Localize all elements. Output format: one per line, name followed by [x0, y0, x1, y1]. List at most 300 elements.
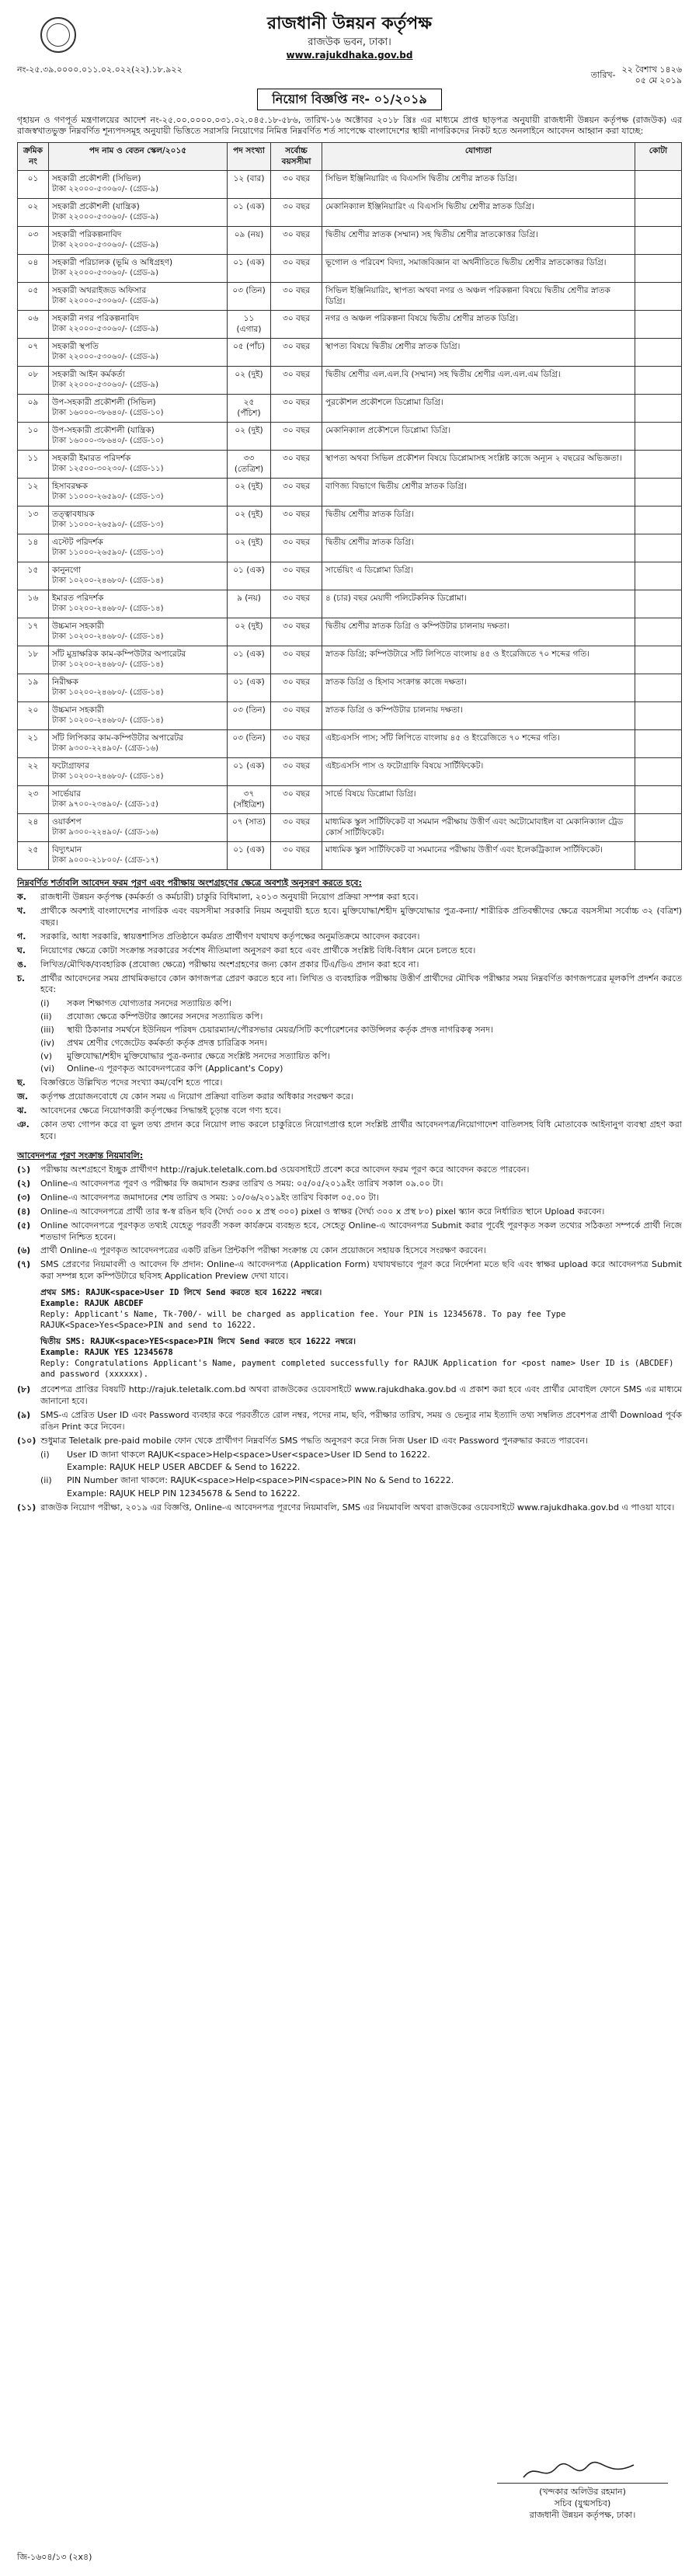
list-item [17, 959, 682, 971]
item-text: User ID জানা থাকলে RAJUK<space>Help<space>User<space>User ID Send to 16222. [67, 1449, 430, 1460]
cell-age: ৩০ বছর [271, 729, 322, 757]
cell-qualification: সার্ভেয়িং এ ডিপ্লোমা ডিগ্রি। [322, 562, 635, 590]
cell-count: ০১ (এক) [228, 757, 271, 785]
cell-serial: ১৫ [18, 562, 49, 590]
cell-post [49, 282, 228, 310]
signatory-title: সচিব (যুগ্মসচিব) [554, 2498, 611, 2509]
table-row [18, 226, 682, 254]
cell-age: ৩০ বছর [271, 366, 322, 394]
cell-qualification: এইচএসসি পাস; সাঁট লিপিতে বাংলায় ৪৫ ও ইংরেজিতে ৭০ শব্দের গতি। [322, 729, 635, 757]
pay-scale: টাকা ১১০০০-২৬৫৯০/- (গ্রেড-১৩) [52, 520, 164, 529]
table-row [18, 534, 682, 562]
notice-title: নিয়োগ বিজ্ঞপ্তি নং- ০১/২০১৯ [257, 89, 442, 110]
cell-age: ৩০ বছর [271, 170, 322, 198]
cell-serial: ১৮ [18, 646, 49, 674]
cell-quota [635, 282, 682, 310]
list-item [40, 1450, 682, 1461]
post-name: সহকারী পরিচালক (ভূমি ও অধিগ্রহণ) [52, 257, 173, 267]
cell-serial: ২৫ [18, 841, 49, 869]
sms-first-example: Example: RAJUK ABCDEF [40, 1299, 144, 1309]
cell-quota [635, 618, 682, 646]
table-row [18, 841, 682, 869]
signature-block [497, 2457, 668, 2522]
cell-post [49, 618, 228, 646]
pay-scale: টাকা ১১০০০-২৬৫৯০/- (গ্রেড-১৩) [52, 492, 164, 501]
cell-qualification: স্নাতক ডিগ্রি ও হিসাব সংক্রান্ত কাজে দক্ষতা। [322, 674, 635, 701]
table-row [18, 282, 682, 310]
signatory-name: (খন্দকার অলিউর রহমান) [539, 2487, 626, 2498]
cell-age: ৩০ বছর [271, 338, 322, 366]
item-number: ঝ. [17, 1105, 27, 1116]
cell-age: ৩০ বছর [271, 506, 322, 534]
sms-second-example: Example: RAJUK YES 12345678 [40, 1347, 173, 1357]
item-text: প্রার্থীর আবেদনের সময় প্রাথমিকভাবে কোন কাগজপত্র প্রেরণ করতে হবে না। লিখিত ও ব্যবহারিক পরীক্ষায় উত্তীর্ণ প্রার্থীদের মৌখিক পরীক্ষার সময় নিম্নবর্ণিত কাগজপত্রের মূলকপি প্রদর্শন করতে হবে: [40, 973, 682, 995]
table-row [18, 198, 682, 226]
cell-post [49, 562, 228, 590]
cell-age: ৩০ বছর [271, 226, 322, 254]
cell-age: ৩০ বছর [271, 198, 322, 226]
pay-scale: টাকা ১০২০০-২৪৬৮০/- (গ্রেড-১৪) [52, 688, 164, 697]
cell-qualification: দ্বিতীয় শ্রেণীর স্নাতক ডিগ্রি ও কম্পিউটার চালনায় দক্ষতা। [322, 618, 635, 646]
item-number: (vi) [40, 1063, 55, 1074]
list-item [40, 1475, 682, 1487]
cell-age: ৩০ বছর [271, 785, 322, 813]
cell-age: ৩০ বছর [271, 422, 322, 450]
cell-serial: ০৭ [18, 338, 49, 366]
col-age: সর্বোচ্চ বয়সসীমা [271, 143, 322, 170]
item-text: সকল শিক্ষাগত যোগ্যতার সনদের সত্যায়িত কপি। [67, 998, 231, 1009]
cell-quota [635, 254, 682, 282]
list-item [17, 1384, 682, 1408]
cell-post [49, 198, 228, 226]
posts-table-body [18, 170, 682, 869]
list-item [17, 1164, 682, 1176]
conditions-section [17, 878, 682, 1143]
cell-age: ৩০ বছর [271, 646, 322, 674]
col-quota: কোটা [635, 143, 682, 170]
pay-scale: টাকা ২২০০০-৫৩০৬০/- (গ্রেড-৯) [52, 380, 159, 389]
list-item [17, 1178, 682, 1190]
item-text: Example: RAJUK HELP PIN 12345678 & Send to 16222. [67, 1488, 301, 1499]
cell-count: ০১ (এক) [228, 254, 271, 282]
item-number: (৮) [17, 1384, 31, 1395]
cell-quota [635, 366, 682, 394]
pay-scale: টাকা ২২০০০-৫৩০৬০/- (গ্রেড-৯) [52, 268, 159, 277]
pay-scale: টাকা ১০২০০-২৪৬৮০/- (গ্রেড-১৪) [52, 660, 164, 669]
cell-quota [635, 729, 682, 757]
item-text: শুধুমাত্র Teletalk pre-paid mobile ফোন থেকে প্রার্থীগণ নিম্নবর্ণিত SMS পদ্ধতি অনুসরণ করে নিজ নিজ User ID এবং Password পুনরুদ্ধার করতে পারবেন। [40, 1435, 588, 1446]
cell-serial: ২০ [18, 701, 49, 729]
item-text: প্রবেশপত্র প্রাপ্তির বিষয়টি http://rajuk.teletalk.com.bd অথবা রাজউকের ওয়েবসাইটে www.rajukdhaka.gov.bd এ প্রকাশ করা হবে এবং প্রার্থীর মোবাইল ফোনে SMS এর মাধ্যমে জানানো হবে। [40, 1384, 682, 1407]
table-header-row [18, 143, 682, 170]
list-item [17, 1259, 682, 1283]
list-item [17, 1105, 682, 1117]
pay-scale: টাকা ১৬০০০-৩৮৬৪০/- (গ্রেড-১০) [52, 408, 164, 417]
list-item [17, 1245, 682, 1257]
cell-count: ০১ (এক) [228, 646, 271, 674]
cell-age: ৩০ বছর [271, 813, 322, 841]
cell-serial: ২১ [18, 729, 49, 757]
cell-age: ৩০ বছর [271, 757, 322, 785]
cell-post [49, 478, 228, 506]
list-item [17, 973, 682, 997]
item-number: (৩) [17, 1192, 31, 1203]
reference-number: নং-২৫.৩৯.০০০০.০১১.০২.০২২(২২).১৮.৯২২ [17, 64, 183, 75]
list-item [17, 931, 682, 943]
cell-qualification: সিভিল ইঞ্জিনিয়ারিং, স্থাপত্য অথবা নগর ও অঞ্চল পরিকল্পনা বিষয়ে দ্বিতীয় শ্রেণীর স্নাতক ডিগ্রি। [322, 282, 635, 310]
date-label: তারিখ- [590, 69, 616, 80]
posts-table [17, 142, 682, 869]
cell-quota [635, 562, 682, 590]
table-row [18, 506, 682, 534]
post-name: সহকারী আইন কর্মকর্তা [52, 369, 125, 379]
item-text: স্থায়ী ঠিকানার সমর্থনে ইউনিয়ন পরিষদ চেয়ারম্যান/পৌরসভার মেয়র/সিটি কর্পোরেশনের কাউন্সিলর কর্তৃক প্রদত্ত নাগরিকত্ব সনদ। [67, 1024, 493, 1035]
sms-second-reply: Reply: Congratulations Applicant's Name, payment completed successfully for RAJUK Application for <post name> User ID is (ABCDEF) and password (xxxxxx). [40, 1358, 674, 1380]
cell-post [49, 729, 228, 757]
cell-post [49, 254, 228, 282]
date-english: ০৫ মে ২০১৯ [635, 75, 682, 86]
cell-age: ৩০ বছর [271, 618, 322, 646]
item-number [40, 1488, 62, 1500]
col-serial: ক্রমিক নং [18, 143, 49, 170]
cell-qualification: সার্ভে বিষয়ে ডিপ্লোমা ডিগ্রি। [322, 785, 635, 813]
item-number: (v) [40, 1050, 53, 1061]
item-text: Online আবেদনপত্রে পূরণকৃত তথ্যই যেহেতু পরবর্তী সকল কার্যক্রমে ব্যবহৃত হবে, সেহেতু Online-এ আবেদনপত্র Submit করার পূর্বেই পূরণকৃত সকল তথ্যের সঠিকতা সম্পর্কে প্রার্থী নিজে শতভাগ নিশ্চিত হবেন। [40, 1220, 682, 1242]
cell-quota [635, 785, 682, 813]
org-name: রাজধানী উন্নয়ন কর্তৃপক্ষ [266, 14, 433, 33]
pay-scale: টাকা ১১০০০-২৬৫৯০/- (গ্রেড-১৩) [52, 548, 164, 557]
list-item [40, 998, 682, 1010]
sms-instructions [40, 1287, 682, 1380]
sms-first-reply: Reply: Applicant's Name, Tk-700/- will be charged as application fee. Your PIN is 12345678. To pay fee Type RAJUK<Space>Yes<Space>PIN and send to 16222. [40, 1310, 566, 1331]
item-number: জ. [17, 1091, 29, 1102]
table-row [18, 813, 682, 841]
cell-quota [635, 841, 682, 869]
col-post: পদ নাম ও বেতন স্কেল/২০১৫ [49, 143, 228, 170]
pay-scale: টাকা ১০২০০-২৪৬৮০/- (গ্রেড-১৪) [52, 632, 164, 641]
cell-qualification: মাধ্যমিক স্কুল সার্টিফিকেট বা সমমান পরীক্ষায় উত্তীর্ণ এবং অটোমোবাইল বা মেকানিক্যাল ট্রেড কোর্স সার্টিফিকেট। [322, 813, 635, 841]
cell-quota [635, 506, 682, 534]
post-name: সহকারী ইমারত পরিদর্শক [52, 453, 131, 463]
post-name: সহকারী পরিকল্পনাবিদ [52, 229, 122, 239]
cell-qualification: স্থাপত্য বিষয়ে দ্বিতীয় শ্রেণীর স্নাতক ডিগ্রি। [322, 338, 635, 366]
cell-post [49, 170, 228, 198]
item-number: (৫) [17, 1220, 31, 1231]
cell-count: ৩৩ (তেত্রিশ) [228, 450, 271, 478]
conditions-title: নিম্নবর্ণিত শর্তাবলি আবেদন ফরম পূরণ এবং পরীক্ষায় অংশগ্রহণের ক্ষেত্রে অবশ্যই অনুসরণ করতে হবে: [17, 877, 362, 888]
table-row [18, 450, 682, 478]
cell-serial: ০৬ [18, 310, 49, 338]
cell-count: ০১ (এক) [228, 674, 271, 701]
cell-count: ০২ (দুই) [228, 422, 271, 450]
pay-scale: টাকা ১০২০০-২৪৬৮০/- (গ্রেড-১৪) [52, 715, 164, 725]
cell-count: ০২ (দুই) [228, 618, 271, 646]
table-row [18, 170, 682, 198]
cell-qualification: এইচএসসি পাস ও ফটোগ্রাফি বিষয়ে সার্টিফিকেট। [322, 757, 635, 785]
cell-count: ৯ (নয়) [228, 590, 271, 618]
cell-qualification: বাণিজ্য বিভাগে দ্বিতীয় শ্রেণীর স্নাতক ডিগ্রি। [322, 478, 635, 506]
list-item [40, 1051, 682, 1063]
cell-quota [635, 590, 682, 618]
table-row [18, 729, 682, 757]
list-item [17, 1502, 682, 1514]
item-number [40, 1462, 62, 1474]
list-item [17, 1192, 682, 1204]
cell-qualification: ৪ (চার) বছর মেয়াদী পলিটেকনিক ডিপ্লোমা। [322, 590, 635, 618]
table-row [18, 562, 682, 590]
list-item [17, 1119, 682, 1143]
pay-scale: টাকা ৯৩০০-২২৪৯০/- (গ্রেড-১৬) [52, 827, 158, 837]
table-row [18, 310, 682, 338]
post-name: সহকারী প্রকৌশলী (যান্ত্রিক) [52, 201, 140, 211]
pay-scale: টাকা ১৬০০০-৩৮৬৪০/- (গ্রেড-১০) [52, 436, 164, 445]
cell-serial: ০৪ [18, 254, 49, 282]
item-number: (iii) [40, 1024, 54, 1035]
pay-scale: টাকা ২২০০০-৫৩০৬০/- (গ্রেড-৯) [52, 240, 159, 249]
item-number: ক. [17, 892, 26, 903]
item-text: প্রথম শ্রেণীর গেজেটেড কর্মকর্তা কর্তৃক প্রদত্ত চারিত্রিক সনদ। [67, 1037, 267, 1048]
cell-age: ৩০ বছর [271, 534, 322, 562]
item-number: (৬) [17, 1245, 31, 1256]
post-name: এস্টেট পরিদর্শক [52, 537, 103, 547]
list-item [17, 1436, 682, 1447]
pay-scale: টাকা ৯০০০-২১৮০০/- (গ্রেড-১৭) [52, 855, 158, 865]
post-name: কানুনগো [52, 565, 82, 575]
item-text: রাজধানী উন্নয়ন কর্তৃপক্ষ (কর্মকর্তা ও কর্মচারী) চাকুরি বিধিমালা, ২০১৩ অনুযায়ী নিয়োগ প্রক্রিয়া সম্পন্ন করা হবে। [40, 892, 419, 903]
pay-scale: টাকা ৯৩০০-২২৪৯০/- (গ্রেড-১৬) [52, 743, 158, 753]
cell-post [49, 757, 228, 785]
cell-serial: ১০ [18, 422, 49, 450]
cell-post [49, 310, 228, 338]
post-name: তত্ত্বাবধায়ক [52, 509, 95, 519]
cell-serial: ২৩ [18, 785, 49, 813]
post-name: উপ-সহকারী প্রকৌশলী (সিভিল) [52, 397, 156, 407]
item-number: (ii) [40, 1011, 52, 1022]
post-name: সাঁট মুদ্রাক্ষরিক কাম-কম্পিউটার অপারেটর [52, 649, 186, 659]
cell-post [49, 366, 228, 394]
cell-quota [635, 198, 682, 226]
list-item [17, 1091, 682, 1103]
cell-age: ৩০ বছর [271, 478, 322, 506]
post-name: ওয়ার্কশপ [52, 816, 82, 827]
cell-count: ০৫ (পাঁচ) [228, 338, 271, 366]
pay-scale: টাকা ১২৫০০-৩০২৩০/- (গ্রেড-১১) [52, 464, 164, 473]
table-row [18, 338, 682, 366]
table-row [18, 478, 682, 506]
cell-count: ১১ (এগার) [228, 310, 271, 338]
cell-age: ৩০ বছর [271, 282, 322, 310]
post-name: সার্ভেয়ার [52, 788, 82, 799]
cell-post [49, 646, 228, 674]
post-name: নিরীক্ষক [52, 677, 78, 687]
cell-age: ৩০ বছর [271, 562, 322, 590]
list-item [17, 906, 682, 929]
post-name: সাঁট লিপিকার কাম-কম্পিউটার অপারেটর [52, 733, 183, 743]
cell-quota [635, 478, 682, 506]
item-text: SMS-এ প্রেরিত User ID এবং Password ব্যবহার করে পরবর্তীতে রোল নম্বর, পদের নাম, ছবি, পরীক্ষার তারিখ, সময় ও ভেন্যুর নাম ইত্যাদি তথ্য সম্বলিত প্রবেশপত্র প্রার্থী Download পূর্বক রঙিন Print করে নিবেন। [40, 1410, 682, 1432]
list-item [40, 1025, 682, 1036]
cell-qualification: সিভিল ইঞ্জিনিয়ারিং এ বিএসসি দ্বিতীয় শ্রেণীর স্নাতক ডিগ্রি। [322, 170, 635, 198]
table-row [18, 674, 682, 701]
cell-count: ০২ (দুই) [228, 534, 271, 562]
pay-scale: টাকা ১০২০০-২৪৬৮০/- (গ্রেড-১৪) [52, 576, 164, 585]
list-item [17, 1220, 682, 1244]
cell-serial: ০৩ [18, 226, 49, 254]
cell-qualification: স্নাতক ডিগ্রি ও কম্পিউটার চালনায় দক্ষতা। [322, 701, 635, 729]
cell-quota [635, 813, 682, 841]
table-row [18, 422, 682, 450]
post-name: ফটোগ্রাফার [52, 761, 90, 771]
post-name: উচ্চমান সহকারী [52, 621, 104, 631]
org-address: রাজউক ভবন, ঢাকা। [308, 36, 391, 48]
item-number: (৯) [17, 1410, 31, 1420]
cell-quota [635, 646, 682, 674]
cell-post [49, 450, 228, 478]
item-text: প্রার্থীকে অবশ্যই বাংলাদেশের নাগরিক এবং বয়সসীমা সরকারি নিয়ম অনুযায়ী হতে হবে। মুক্তিযোদ্ধা/শহীদ মুক্তিযোদ্ধার পুত্র-কন্যা/ শারীরিক প্রতিবন্ধীদের ক্ষেত্রে বয়সসীমা সর্বোচ্চ ৩২ (বত্রিশ) বছর। [40, 906, 682, 928]
cell-serial: ১৭ [18, 618, 49, 646]
post-name: সহকারী অথরাইজড অফিসার [52, 285, 147, 295]
item-text: কোন তথ্য গোপন করে বা ভুল তথ্য প্রদান করে নিয়োগ লাভ করলে চাকুরিতে নিয়োগপ্রাপ্ত হলে সংশ্লিষ্ট প্রার্থীর আবেদনপত্র/নিয়োগাদেশ বাতিলসহ বিধি মোতাবেক আইনানুগ ব্যবস্থা গ্রহণ করা হবে। [40, 1119, 682, 1141]
cell-serial: ২৪ [18, 813, 49, 841]
table-row [18, 394, 682, 422]
list-item [17, 1206, 682, 1218]
reference-row [17, 64, 682, 86]
post-name: সহকারী স্থপতি [52, 341, 99, 351]
pay-scale: টাকা ২২০০০-৫৩০৬০/- (গ্রেড-৯) [52, 296, 159, 305]
item-text: রাজউক নিয়োগ পরীক্ষা, ২০১৯ এর বিজ্ঞপ্তি, Online-এ আবেদনপত্র পূরণের নিয়মাবলি, SMS এর নিয়মাবলি অথবা রাজউকের ওয়েবসাইটে www.rajukdhaka.gov.bd এ পাওয়া যাবে। [40, 1502, 675, 1513]
item-number: (২) [17, 1178, 31, 1189]
item-number: (ii) [40, 1475, 52, 1486]
cell-serial: ০২ [18, 198, 49, 226]
cell-count: ০১ (এক) [228, 562, 271, 590]
cell-qualification: ভূগোল ও পরিবেশ বিদ্যা, সমাজবিজ্ঞান বা অর্থনীতিতে দ্বিতীয় শ্রেণীর স্নাতকোত্তর ডিগ্রি। [322, 254, 635, 282]
item-text: Online-এ আবেদনপত্র পূরণ ও পরীক্ষার ফি জমাদান শুরুর তারিখ ও সময়: ০৫/০৫/২০১৯ইং তারিখ সকাল ০৯.০০ টা। [40, 1178, 443, 1189]
cell-serial: ১৬ [18, 590, 49, 618]
list-item [17, 1410, 682, 1433]
list-item [40, 1011, 682, 1023]
cell-quota [635, 674, 682, 701]
cell-post [49, 534, 228, 562]
cell-count: ০১ (এক) [228, 841, 271, 869]
print-code: জি-১৬০৪/১৩ (২x৪) [17, 2552, 92, 2563]
cell-post [49, 841, 228, 869]
table-row [18, 590, 682, 618]
post-name: সহকারী প্রকৌশলী (সিভিল) [52, 173, 141, 183]
item-number: ঘ. [17, 945, 26, 956]
item-number: (১) [17, 1164, 31, 1175]
cell-age: ৩০ বছর [271, 674, 322, 701]
cell-count: ০৭ (সাত) [228, 813, 271, 841]
item-text: Online-এ আবেদনপত্রে প্রার্থী তার স্ব-স্ব রঙিন ছবি (দৈর্ঘ্য ৩০০ x প্রস্থ ৩০০) pixel ও স্বাক্ষর (দৈর্ঘ্য ৩০০ x প্রস্থ ৮০) pixel স্ক্যান করে নির্ধারিত স্থানে Upload করবেন। [40, 1206, 605, 1217]
item-number: (১১) [17, 1502, 37, 1513]
cell-age: ৩০ বছর [271, 254, 322, 282]
cell-post [49, 506, 228, 534]
item-number: ঞ. [17, 1119, 30, 1130]
item-number: গ. [17, 931, 26, 942]
cell-age: ৩০ বছর [271, 841, 322, 869]
list-item [40, 1488, 682, 1500]
cell-serial: ০১ [18, 170, 49, 198]
cell-serial: ১২ [18, 478, 49, 506]
cell-qualification: পুরকৌশল প্রকৌশলে ডিপ্লোমা ডিগ্রি। [322, 394, 635, 422]
cell-post [49, 394, 228, 422]
cell-age: ৩০ বছর [271, 701, 322, 729]
list-item [40, 1038, 682, 1050]
table-row [18, 366, 682, 394]
cell-qualification: দ্বিতীয় শ্রেণীর এল.এল.বি (সম্মান) সহ দ্বিতীয় শ্রেণীর এল.এল.এম ডিগ্রি। [322, 366, 635, 394]
pay-scale: টাকা ২২০০০-৫৩০৬০/- (গ্রেড-৯) [52, 184, 159, 193]
item-text: Example: RAJUK HELP USER ABCDEF & Send to 16222. [67, 1462, 301, 1473]
cell-count: ০২ (দুই) [228, 478, 271, 506]
cell-post [49, 785, 228, 813]
cell-count: ০৩ (তিন) [228, 701, 271, 729]
cell-count: ০৩ (তিন) [228, 282, 271, 310]
cell-post [49, 701, 228, 729]
cell-quota [635, 394, 682, 422]
item-text: মুক্তিযোদ্ধা/শহীদ মুক্তিযোদ্ধার পুত্র-কন্যার ক্ষেত্রে সংশ্লিষ্ট সনদের সত্যায়িত কপি। [67, 1050, 330, 1061]
item-number: (৭) [17, 1259, 31, 1270]
cell-count: ৩৭ (সাঁইত্রিশ) [228, 785, 271, 813]
item-number: ঙ. [17, 959, 27, 969]
item-text: কর্তৃপক্ষ প্রয়োজনবোধে যে কোন সময় এ নিয়োগ প্রক্রিয়া বাতিল করার অধিকার সংরক্ষণ করে। [40, 1091, 353, 1102]
letterhead [17, 12, 682, 86]
date-bengali: ২২ বৈশাখ ১৪২৬ [621, 64, 682, 75]
cell-count: ১২ (বার) [228, 170, 271, 198]
item-text: SMS প্রেরণের নিয়মাবলী ও আবেদন ফি প্রদান: Online-এ আবেদনপত্র (Application Form) যথাযথভাবে পূরণ করে নির্দেশনা মতে ছবি এবং স্বাক্ষর upload করে আবেদনপত্র Submit করা সম্পন্ন হলে কম্পিউটারে ছবিসহ Application Preview দেখা যাবে। [40, 1259, 682, 1282]
pay-scale: টাকা ২২০০০-৫৩০৬০/- (গ্রেড-৯) [52, 352, 159, 361]
cell-qualification: মেকানিক্যাল প্রকৌশলে ডিপ্লোমা ডিগ্রি। [322, 422, 635, 450]
item-text: PIN Number জানা থাকলে: RAJUK<space>Help<space>PIN<space>PIN No & Send to 16222. [67, 1475, 454, 1486]
cell-quota [635, 701, 682, 729]
post-name: উপ-সহকারী প্রকৌশলী (যান্ত্রিক) [52, 425, 155, 435]
cell-count: ০৩ (তিন) [228, 729, 271, 757]
cell-qualification: মাধ্যমিক স্কুল সার্টিফিকেট বা সমমানের পরীক্ষায় উত্তীর্ণ এবং ইলেকট্রিক্যাল সার্টিফিকেট। [322, 841, 635, 869]
cell-qualification: নগর ও অঞ্চল পরিকল্পনা বিষয়ে দ্বিতীয় শ্রেণীর স্নাতক ডিগ্রি। [322, 310, 635, 338]
cell-serial: ০৮ [18, 366, 49, 394]
cell-qualification: স্নাতক ডিগ্রি; কম্পিউটারে সাঁট লিপিতে বাংলায় ৪৫ ও ইংরেজিতে ৭০ শব্দের গতি। [322, 646, 635, 674]
post-name: উচ্চমান সহকারী [52, 705, 104, 715]
cell-post [49, 590, 228, 618]
item-number: (i) [40, 1449, 50, 1460]
pay-scale: টাকা ৯৭০০-২৩৪৯০/- (গ্রেড-১৫) [52, 799, 158, 809]
cell-quota [635, 757, 682, 785]
cell-serial: ১৯ [18, 674, 49, 701]
table-row [18, 254, 682, 282]
cell-quota [635, 422, 682, 450]
table-row [18, 618, 682, 646]
item-text: Online-এ আবেদনপত্র জমাদানের শেষ তারিখ ও সময়: ১০/০৬/২০১৯ইং তারিখ বিকাল ০৫.০০ টা। [40, 1192, 379, 1203]
org-website[interactable]: www.rajukdhaka.gov.bd [286, 50, 413, 61]
cell-serial: ০৫ [18, 282, 49, 310]
cell-serial: ০৯ [18, 394, 49, 422]
cell-quota [635, 338, 682, 366]
item-text: সরকারি, আধা সরকারি, স্বায়ত্তশাসিত প্রতিষ্ঠানে কর্মরত প্রার্থীগণ যথাযথ কর্তৃপক্ষের অনুমতিক্রমে আবেদন করবেন। [40, 931, 420, 942]
cell-serial: ১৪ [18, 534, 49, 562]
cell-quota [635, 170, 682, 198]
cell-post [49, 674, 228, 701]
pay-scale: টাকা ২২০০০-৫৩০৬০/- (গ্রেড-৯) [52, 212, 159, 221]
table-row [18, 757, 682, 785]
signature-scribble-icon [520, 2459, 637, 2484]
cell-serial: ১১ [18, 450, 49, 478]
item-text: লিখিত/মৌখিক/ব্যবহারিক (প্রযোজ্য ক্ষেত্রে) পরীক্ষায় অংশগ্রহণের জন্য কোন প্রকার টিএ/ডিএ প্রদান করা হবে না। [40, 959, 419, 969]
application-section [17, 1150, 682, 1514]
cell-post [49, 338, 228, 366]
item-text: Online-এ পূরণকৃত আবেদনপত্রের কপি (Applicant's Copy) [67, 1063, 283, 1074]
item-number: (i) [40, 998, 50, 1009]
signatory-org: রাজধানী উন্নয়ন কর্তৃপক্ষ, ঢাকা। [529, 2510, 636, 2521]
cell-count: ০১ (এক) [228, 198, 271, 226]
